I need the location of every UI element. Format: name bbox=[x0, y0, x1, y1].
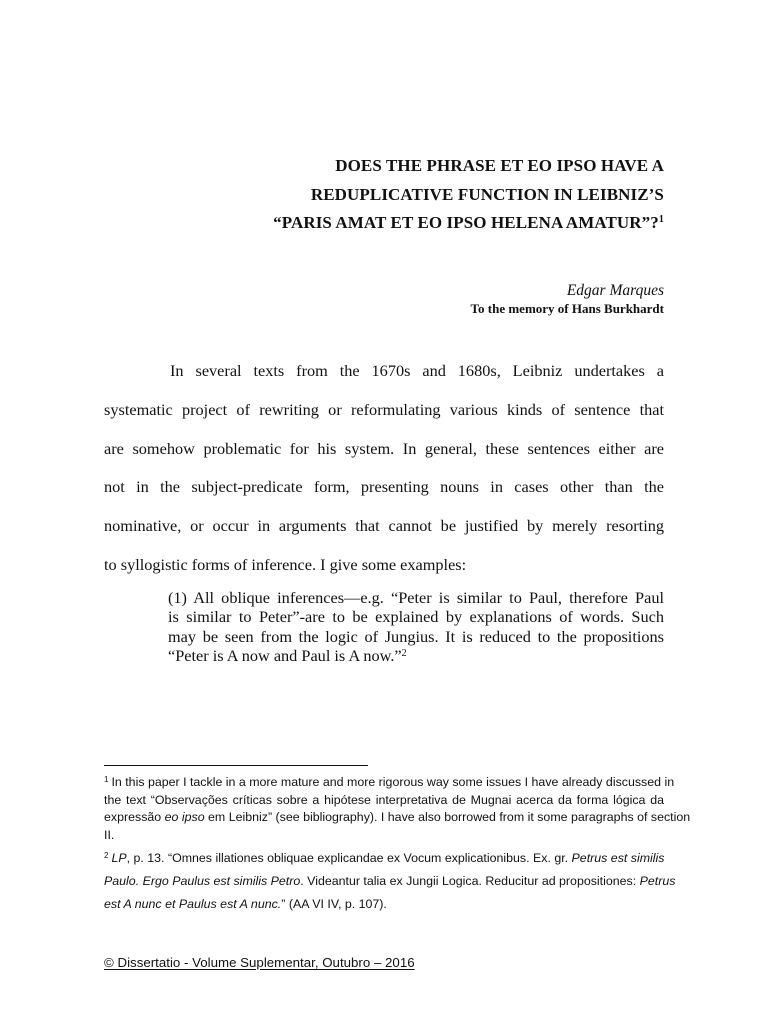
title-line-3-text: “PARIS AMAT ET EO IPSO HELENA AMATUR”? bbox=[273, 213, 659, 232]
intro-paragraph bbox=[104, 352, 664, 585]
footnote-line bbox=[104, 893, 664, 916]
quote-line bbox=[168, 646, 664, 665]
footnote-text: ” (AA VI IV, p. 107). bbox=[281, 897, 387, 912]
body-line: systematic project of rewriting or reformulating various kinds of sentence that bbox=[104, 399, 664, 419]
title-line-2: REDUPLICATIVE FUNCTION IN LEIBNIZ’S bbox=[310, 184, 664, 204]
footnote-italic: Paulo. Ergo Paulus est similis Petro bbox=[104, 874, 301, 889]
footnote-text: . Videantur talia ex Jungii Logica. Reducitur ad propositiones: bbox=[300, 874, 640, 889]
body-line: are somehow problematic for his system. In general, these sentences either are bbox=[104, 438, 664, 458]
footnote-italic: eo ipso bbox=[164, 810, 205, 825]
footnote-italic: LP bbox=[111, 851, 127, 866]
footnote-text: em Leibniz” (see bibliography). I have also borrowed from it some paragraphs of section bbox=[204, 810, 691, 825]
body-line: nominative, or occur in arguments that cannot be justified by merely resorting bbox=[104, 516, 664, 536]
quote-line-text: “Peter is A now and Paul is A now.” bbox=[168, 645, 402, 665]
footnotes bbox=[104, 774, 691, 916]
author-name: Edgar Marques bbox=[566, 282, 664, 299]
footnote-text: expressão bbox=[104, 810, 165, 825]
footnote-mark: 1 bbox=[104, 775, 109, 784]
journal-footer: © Dissertatio - Volume Suplementar, Outubro – 2016 bbox=[104, 955, 415, 970]
footnote-italic: Petrus bbox=[639, 874, 676, 889]
footnote-1 bbox=[104, 774, 691, 844]
footnote-mark: 2 bbox=[104, 851, 109, 861]
title-line-3 bbox=[100, 209, 664, 238]
footnote-line: the text “Observações críticas sobre a hipótese interpretativa de Mugnai acerca da forma lógica da bbox=[104, 792, 664, 807]
quote-line: (1) All oblique inferences—e.g. “Peter is similar to Paul, therefore Paul bbox=[168, 588, 664, 607]
footnote-text: , p. 13. “Omnes illationes obliquae explicandae ex Vocum explicationibus. Ex. gr. bbox=[126, 851, 572, 866]
title-line-1: DOES THE PHRASE ET EO IPSO HAVE A bbox=[335, 156, 664, 175]
dedication: To the memory of Hans Burkhardt bbox=[470, 301, 664, 316]
block-quote bbox=[168, 588, 664, 665]
footnote-divider bbox=[104, 765, 368, 766]
paper-title bbox=[100, 152, 664, 238]
footnote-line: II. bbox=[104, 827, 115, 842]
footnote-italic: Petrus est similis bbox=[571, 851, 665, 866]
title-footnote-ref[interactable]: 1 bbox=[658, 214, 664, 225]
quote-line: is similar to Peter”-are to be explained by explanations of words. Such bbox=[168, 607, 664, 627]
body-line: not in the subject-predicate form, presenting nouns in cases other than the bbox=[104, 477, 664, 497]
quote-footnote-ref[interactable]: 2 bbox=[401, 647, 407, 659]
footnote-2 bbox=[104, 847, 676, 916]
quote-line: may be seen from the logic of Jungius. It is reduced to the propositions bbox=[168, 626, 664, 646]
footnote-line bbox=[104, 847, 664, 870]
footnote-italic: est A nunc et Paulus est A nunc. bbox=[104, 897, 282, 912]
footnote-text: In this paper I tackle in a more mature and more rigorous way some issues I have already discussed in bbox=[111, 775, 675, 789]
footnote-line bbox=[104, 774, 675, 792]
body-line: In several texts from the 1670s and 1680s, Leibniz undertakes a bbox=[170, 361, 664, 380]
body-line: to syllogistic forms of inference. I give some examples: bbox=[104, 554, 467, 574]
footnote-line bbox=[104, 870, 676, 893]
footnote-line bbox=[104, 809, 691, 827]
